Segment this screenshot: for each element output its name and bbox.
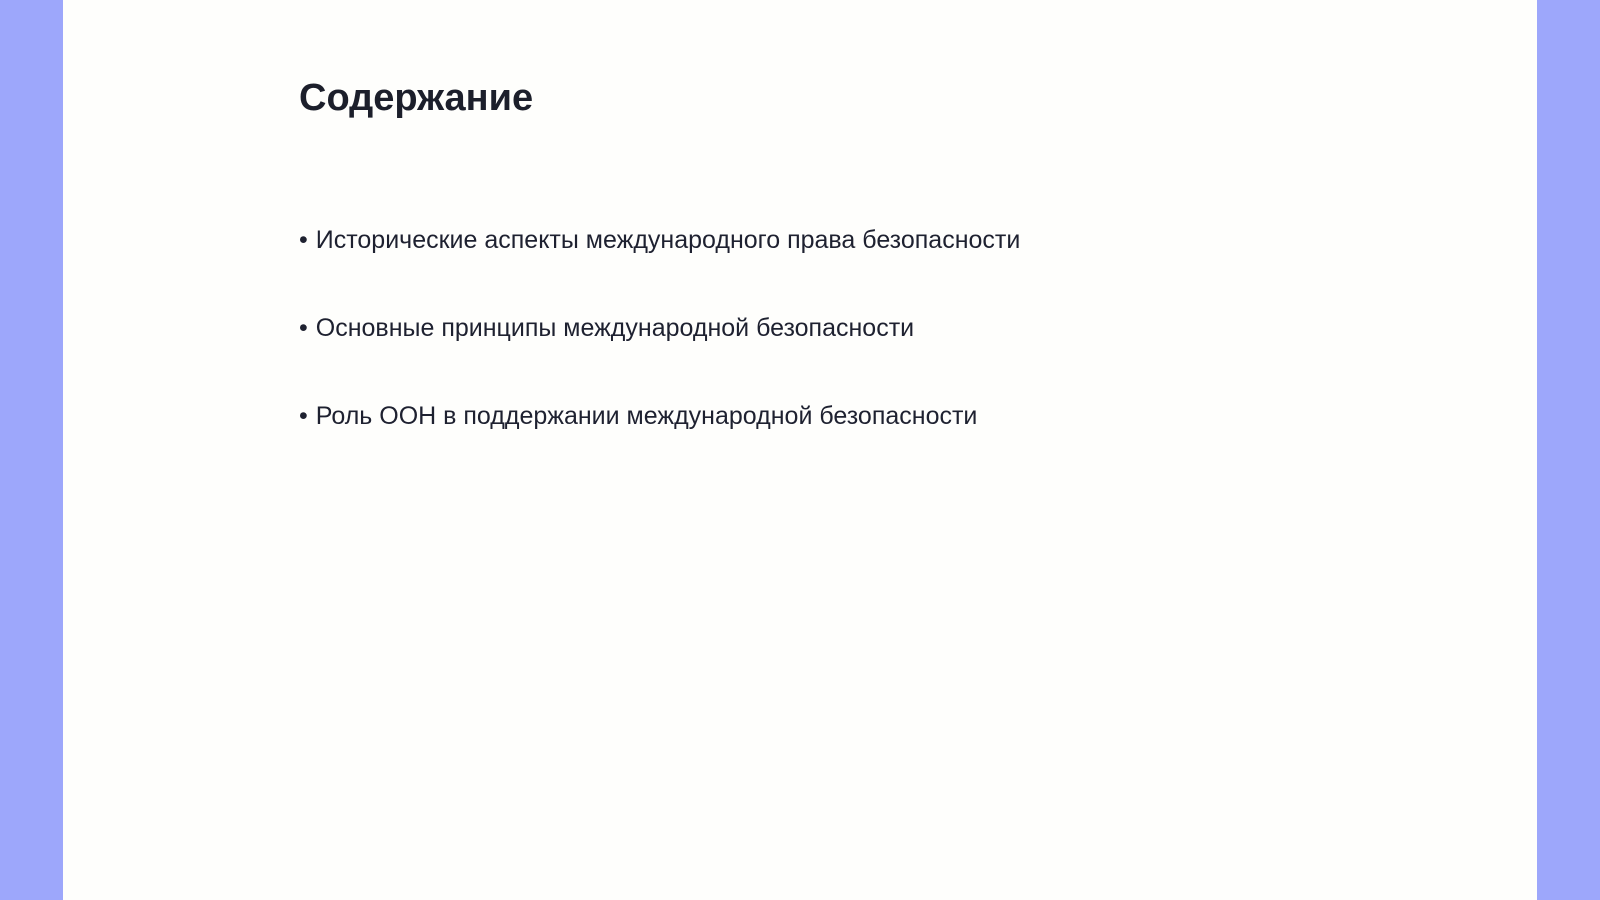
- slide: [63, 0, 1537, 900]
- list-item-text: Основные принципы международной безопасности: [315, 314, 915, 342]
- list-item: [299, 308, 1020, 348]
- list-item: [299, 396, 1020, 436]
- bullet-dot-icon: •: [299, 226, 308, 254]
- list-item: [299, 220, 1020, 260]
- bullet-dot-icon: •: [299, 314, 308, 342]
- bullet-dot-icon: •: [299, 402, 308, 430]
- list-item-text: Исторические аспекты международного права безопасности: [315, 226, 1021, 254]
- bullet-list: [299, 220, 1020, 484]
- slide-title: Содержание: [299, 77, 534, 119]
- list-item-text: Роль ООН в поддержании международной безопасности: [315, 402, 978, 430]
